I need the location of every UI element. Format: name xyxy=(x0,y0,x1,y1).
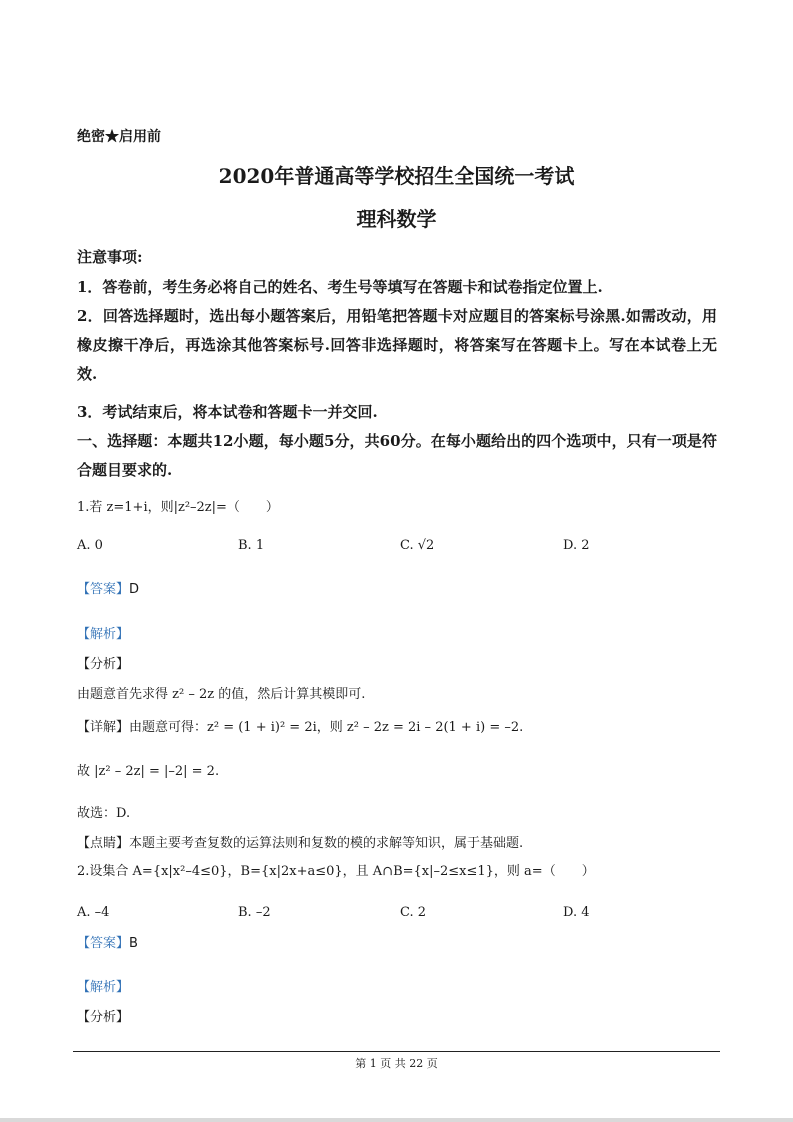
detail-text: 由题意可得：z² = (1 + i)² = 2i，则 z² – 2z = 2i – 2(1 + i) = –2. xyxy=(129,720,524,735)
notice-item-3: 3．考试结束后，将本试卷和答题卡一并交回. xyxy=(77,403,378,421)
q2-option-a: A. –4 xyxy=(77,905,110,920)
exam-title: 2020年普通高等学校招生全国统一考试 xyxy=(218,164,575,188)
q1-jiexi-tag: 【解析】 xyxy=(77,627,130,642)
answer-tag: 【答案】 xyxy=(77,936,130,951)
answer-value: D xyxy=(129,582,140,597)
comment-text: 本题主要考查复数的运算法则和复数的模的求解等知识，属于基础题. xyxy=(129,836,524,851)
page-number: 第 1 页 共 22 页 xyxy=(355,1057,438,1070)
q1-detail xyxy=(77,716,523,735)
answer-tag: 【答案】 xyxy=(77,582,130,597)
q2-option-b: B. –2 xyxy=(238,905,271,920)
exam-subtitle: 理科数学 xyxy=(356,207,437,231)
q1-fenxi: 由题意首先求得 z² – 2z 的值，然后计算其模即可. xyxy=(77,687,366,702)
question-1-stem: 1.若 z=1+i，则|z²–2z|=（ ） xyxy=(77,500,279,515)
q1-choose: 故选：D. xyxy=(77,806,131,821)
q1-conclusion: 故 |z² – 2z| = |–2| = 2. xyxy=(77,764,220,779)
section-heading: 一、选择题：本题共12小题，每小题5分，共60分。在每小题给出的四个选项中，只有一项是符合题目要求的. xyxy=(77,432,717,479)
comment-tag: 【点睛】 xyxy=(77,836,130,851)
q2-fenxi-tag: 【分析】 xyxy=(77,1010,130,1025)
footer-divider xyxy=(73,1051,720,1052)
question-2-stem: 2.设集合 A={x|x²–4≤0}，B={x|2x+a≤0}，且 A∩B={x|–2≤x≤1}，则 a=（ ） xyxy=(77,864,595,879)
q1-answer xyxy=(77,578,139,597)
notice-item-2: 2．回答选择题时，选出每小题答案后，用铅笔把答题卡对应题目的答案标号涂黑.如需改动，用橡皮擦干净后，再选涂其他答案标号.回答非选择题时，将答案写在答题卡上。写在本试卷上无效. xyxy=(77,307,717,383)
q2-option-c: C. 2 xyxy=(400,905,427,920)
confidential-label: 绝密★启用前 xyxy=(77,129,161,145)
q2-answer xyxy=(77,932,138,951)
q1-option-d: D. 2 xyxy=(563,538,590,553)
q1-fenxi-tag: 【分析】 xyxy=(77,657,130,672)
q2-jiexi-tag: 【解析】 xyxy=(77,980,130,995)
answer-value: B xyxy=(129,936,138,951)
notice-heading: 注意事项: xyxy=(77,248,143,266)
page-bottom-edge xyxy=(0,1118,793,1122)
q1-option-c: C. √2 xyxy=(400,538,435,553)
notice-item-1: 1．答卷前，考生务必将自己的姓名、考生号等填写在答题卡和试卷指定位置上. xyxy=(77,278,603,296)
q2-option-d: D. 4 xyxy=(563,905,590,920)
q1-option-a: A. 0 xyxy=(77,538,103,553)
q1-comment xyxy=(77,832,523,851)
q1-option-b: B. 1 xyxy=(238,538,265,553)
detail-tag: 【详解】 xyxy=(77,720,130,735)
